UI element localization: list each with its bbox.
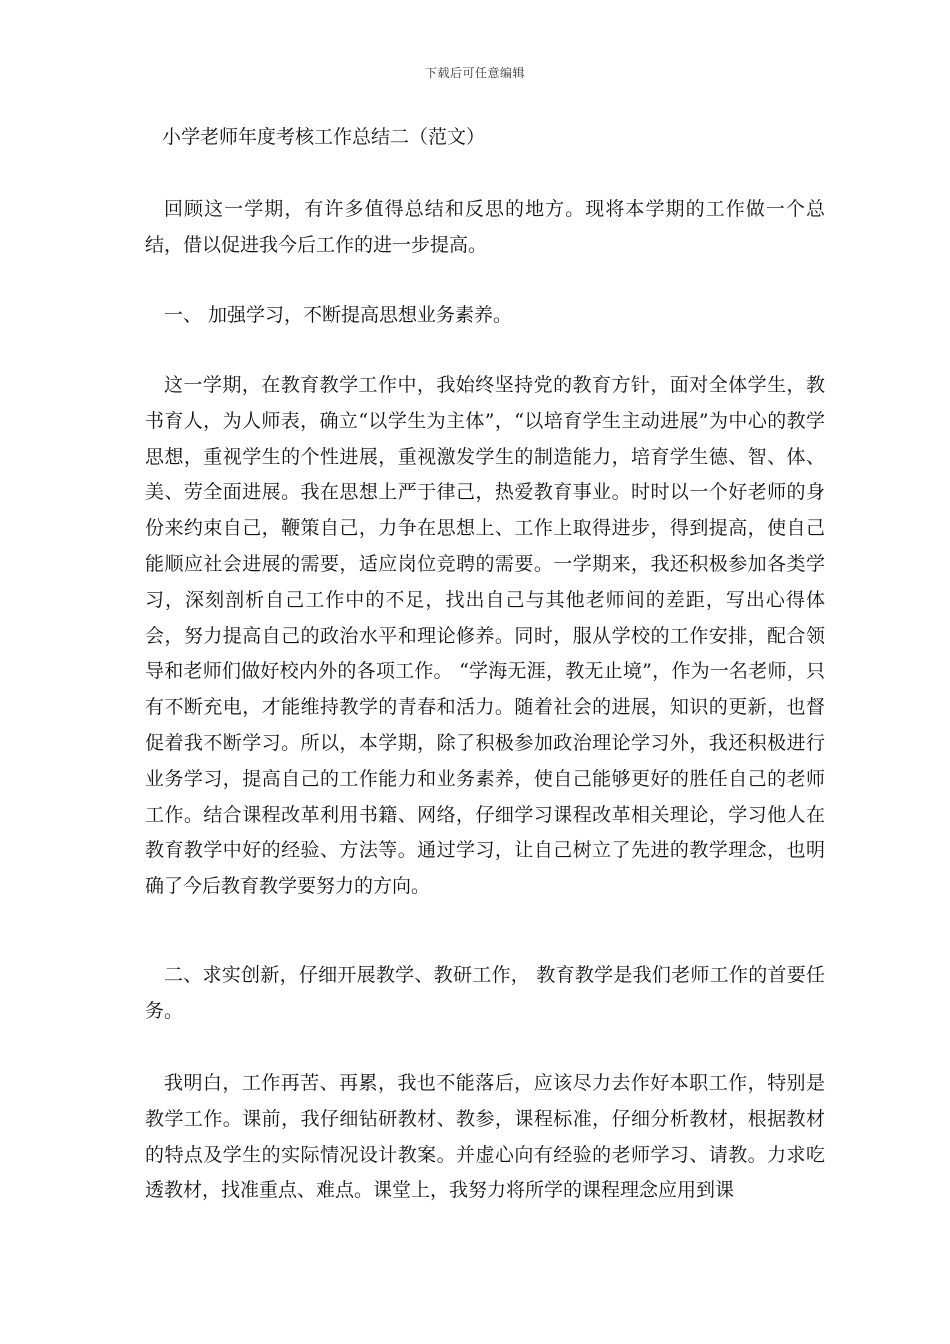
- page-header-note: 下载后可任意编辑: [424, 66, 525, 80]
- section-1-body: 这一学期，在教育教学工作中，我始终坚持党的教育方针，面对全体学生，教书育人，为人师表，确立“以学生为主体”，“以培育学生主动进展”为中心的教学思想，重视学生的个性进展，重视激发学生的制造能力，培育学生德、智、体、美、劳全面进展。我在思想上严于律己，热爱教育事业。时时以一个好老师的身份来约束自己，鞭策自己，力争在思想上、工作上取得进步，得到提高，使自己能顺应社会进展的需要，适应岗位竞聘的需要。一学期来，我还积极参加各类学习，深刻剖析自己工作中的不足，找出自己与其他老师间的差距，写出心得体会，努力提高自己的政治水平和理论修养。同时，服从学校的工作安排，配合领导和老师们做好校内外的各项工作。 “学海无涯，教无止境”，作为一名老师，只有不断充电，才能维持教学的青春和活力。随着社会的进展，知识的更新，也督促着我不断学习。所以，本学期，除了积极参加政治理论学习外，我还积极进行业务学习，提高自己的工作能力和业务素养，使自己能够更好的胜任自己的老师工作。结合课程改革利用书籍、网络，仔细学习课程改革相关理论，学习他人在教育教学中好的经验、方法等。通过学习，让自己树立了先进的教学理念，也明确了今后教育教学要努力的方向。: [145, 374, 825, 898]
- section-2-body: 我明白，工作再苦、再累，我也不能落后，应该尽力去作好本职工作，特别是教学工作。课前，我仔细钻研教材、教参，课程标准，仔细分析教材，根据教材的特点及学生的实际情况设计教案。并虚心向有经验的老师学习、请教。力求吃透教材，找准重点、难点。课堂上，我努力将所学的课程理念应用到课: [145, 1072, 825, 1202]
- document-title: 小学老师年度考核工作总结二（范文）: [162, 126, 486, 148]
- section-2-heading: 二、求实创新，仔细开展教学、教研工作， 教育教学是我们老师工作的首要任务。: [145, 964, 825, 1022]
- intro-paragraph: 回顾这一学期，有许多值得总结和反思的地方。现将本学期的工作做一个总结，借以促进我今后工作的进一步提高。: [145, 198, 825, 256]
- section-1-heading: 一、 加强学习，不断提高思想业务素养。: [164, 304, 513, 326]
